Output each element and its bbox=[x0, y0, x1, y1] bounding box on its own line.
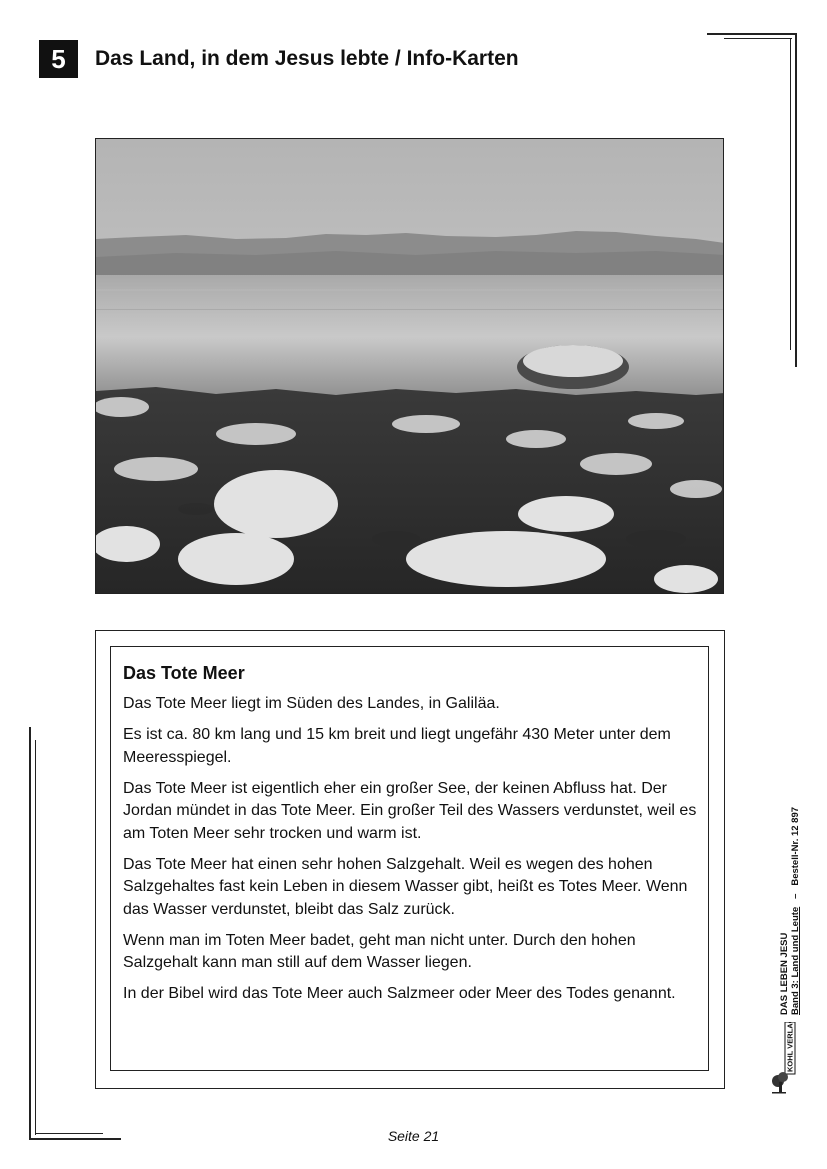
page-title: Das Land, in dem Jesus lebte / Info-Karten bbox=[95, 47, 519, 70]
side-separator: – bbox=[790, 893, 801, 899]
frame-line-bottom-left-outer-v bbox=[29, 727, 31, 1140]
card-body bbox=[123, 693, 703, 1014]
card-paragraph-4: Das Tote Meer hat einen sehr hohen Salzgehalt. Weil es wegen des hohen Salzgehaltes fast kein Leben in diesem Wasser gibt, heißt es Totes Meer. Wenn das Wasser verdunstet, bleibt das Salz zurück. bbox=[123, 855, 688, 918]
frame-line-top-right-inner-h bbox=[724, 38, 792, 39]
side-series-title: DAS LEBEN JESU bbox=[779, 932, 790, 1015]
card-paragraph-5: Wenn man im Toten Meer badet, geht man nicht unter. Durch den hohen Salzgehalt kann man still auf dem Wasser liegen. bbox=[123, 931, 636, 971]
card-paragraph-6: In der Bibel wird das Tote Meer auch Salzmeer oder Meer des Todes genannt. bbox=[123, 985, 676, 1002]
frame-line-top-right-outer-v bbox=[795, 33, 797, 367]
frame-line-top-right-inner-v bbox=[790, 38, 791, 350]
card-paragraph-3: Das Tote Meer ist eigentlich eher ein großer See, der keinen Abfluss hat. Der Jordan mündet in das Tote Meer. Ein großer Teil des Wassers verdunstet, weil es am Toten Meer sehr trocken und warm ist. bbox=[123, 779, 697, 842]
publisher-logo-text: KOHL VERLAG bbox=[785, 1022, 795, 1072]
dead-sea-photo bbox=[95, 138, 724, 594]
side-order-number: Bestell-Nr. 12 897 bbox=[790, 806, 801, 886]
card-paragraph-2: Es ist ca. 80 km lang und 15 km breit und liegt ungefähr 430 Meter unter dem Meeresspiegel. bbox=[123, 726, 671, 766]
frame-line-bottom-left-inner-v bbox=[35, 740, 36, 1135]
side-band-title: Band 3: Land und Leute bbox=[790, 906, 801, 1015]
side-publication-info bbox=[779, 807, 801, 1015]
card-paragraph-1: Das Tote Meer liegt im Süden des Landes, in Galiläa. bbox=[123, 695, 500, 712]
chapter-number-badge: 5 bbox=[39, 40, 78, 78]
card-heading: Das Tote Meer bbox=[123, 663, 245, 683]
frame-line-top-right-outer-h bbox=[707, 33, 797, 35]
page-number: Seite 21 bbox=[387, 1128, 440, 1144]
publisher-logo bbox=[768, 1022, 800, 1094]
